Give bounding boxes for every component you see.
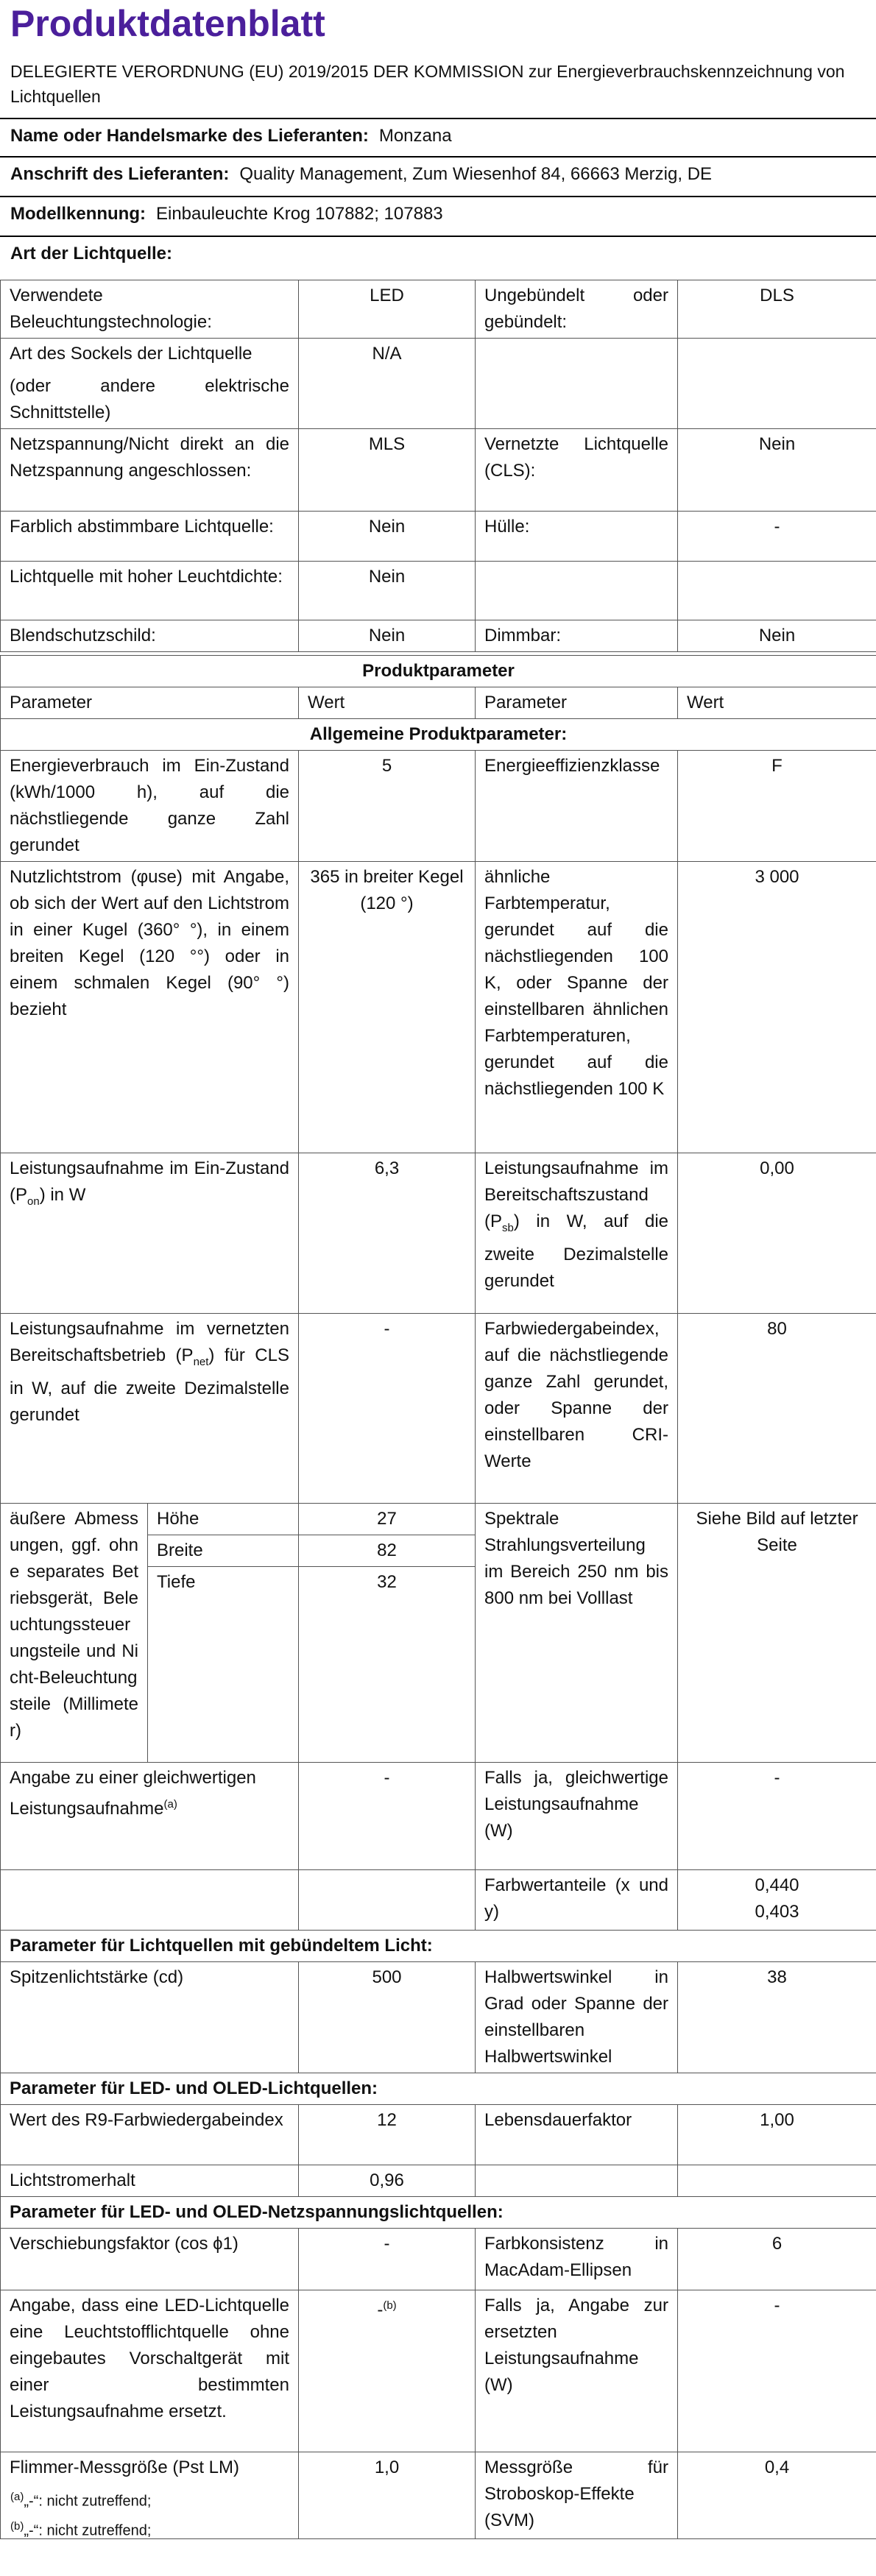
column-header: Wert bbox=[678, 687, 876, 719]
cell-label: Spitzenlichtstärke (cd) bbox=[1, 1962, 299, 2073]
cell-value: MLS bbox=[299, 429, 476, 512]
cell-label: Halbwertswinkel in Grad oder Spanne der einstellbaren Halbwertswinkel bbox=[476, 1962, 678, 2073]
table-row bbox=[1, 751, 876, 862]
table-row bbox=[1, 562, 876, 620]
page-title: Produktdatenblatt bbox=[10, 3, 325, 44]
cell-value: 0,00 bbox=[678, 1153, 876, 1314]
dimensions-label: äußere Abmessungen, ggf. ohne separates Betriebsgerät, Beleuchtungssteuerungsteile und Nicht-Beleuchtungsteile (Millimeter) bbox=[1, 1504, 148, 1763]
cell-label: Lichtquelle mit hoher Leuchtdichte: bbox=[1, 562, 299, 620]
cell-label: Verwendete Beleuchtungstechnologie: bbox=[1, 280, 299, 339]
cell-label: Leistungsaufnahme im vernetzten Bereitschaftsbetrieb $(P_{net})$ für CLS in W, auf die zweite Dezimalstelle gerundet bbox=[1, 1314, 299, 1504]
cell-label: Leistungsaufnahme im Ein-Zustand $(P_{on})$ in W bbox=[1, 1153, 299, 1314]
table-row bbox=[1, 2073, 876, 2105]
cell-label: Ungebündelt oder gebündelt: bbox=[476, 280, 678, 339]
column-header: Parameter bbox=[476, 687, 678, 719]
supplier-address-label: Anschrift des Lieferanten: bbox=[10, 164, 230, 184]
light-source-type-heading: Art der Lichtquelle: bbox=[10, 244, 173, 263]
supplier-name-row bbox=[10, 124, 452, 149]
cell-label: Breite bbox=[148, 1535, 299, 1567]
cell-value: 6,3 bbox=[299, 1153, 476, 1314]
cell-value: Nein bbox=[678, 620, 876, 652]
cell-value: F bbox=[678, 751, 876, 862]
model-row bbox=[10, 202, 443, 227]
cell-value: -$^{(b)}$ bbox=[299, 2290, 476, 2452]
table-row bbox=[1, 620, 876, 652]
cell-value: - bbox=[678, 1763, 876, 1870]
section-heading: Produktparameter bbox=[1, 656, 876, 687]
table-row bbox=[1, 429, 876, 512]
table-row bbox=[1, 2105, 876, 2165]
cell-empty bbox=[678, 2165, 876, 2197]
cell-value: 365 in breiter Kegel (120 °) bbox=[299, 862, 476, 1153]
table-row bbox=[1, 1153, 876, 1314]
cell-value: Nein bbox=[299, 562, 476, 620]
table-row bbox=[1, 687, 876, 719]
cell-label: Farbwiedergabeindex, auf die nächstliegende ganze Zahl gerundet, oder Spanne der einstellbaren CRI-Werte bbox=[476, 1314, 678, 1504]
cell-label: Art des Sockels der Lichtquelle (oder andere elektrische Schnittstelle) bbox=[1, 339, 299, 429]
supplier-name-value: Monzana bbox=[378, 126, 452, 146]
cell-value: 1,00 bbox=[678, 2105, 876, 2165]
cell-value: 0,4 bbox=[678, 2452, 876, 2539]
cell-value: - bbox=[299, 2229, 476, 2290]
cell-label: Tiefe bbox=[148, 1567, 299, 1763]
table-row bbox=[1, 339, 876, 429]
model-label: Modellkennung: bbox=[10, 204, 146, 224]
table-row bbox=[1, 2165, 876, 2197]
supplier-address-row bbox=[10, 162, 712, 187]
divider bbox=[0, 236, 876, 237]
cell-label: Dimmbar: bbox=[476, 620, 678, 652]
cell-label: Leistungsaufnahme im Bereitschaftszustand $(P_{sb})$ in W, auf die zweite Dezimalstelle gerundet bbox=[476, 1153, 678, 1314]
cell-label: Farblich abstimmbare Lichtquelle: bbox=[1, 512, 299, 562]
section-heading: Allgemeine Produktparameter: bbox=[1, 719, 876, 751]
divider bbox=[0, 118, 876, 119]
supplier-name-label: Name oder Handelsmarke des Lieferanten: bbox=[10, 126, 369, 146]
regulation-subtitle: DELEGIERTE VERORDNUNG (EU) 2019/2015 DER KOMMISSION zur Energieverbrauchskennzeichnung von Lichtquellen bbox=[10, 62, 845, 106]
cell-label: Energieeffizienzklasse bbox=[476, 751, 678, 862]
cell-value: N/A bbox=[299, 339, 476, 429]
table-row bbox=[1, 719, 876, 751]
cell-label: Falls ja, gleichwertige Leistungsaufnahme (W) bbox=[476, 1763, 678, 1870]
section-heading: Parameter für LED- und OLED-Lichtquellen: bbox=[1, 2073, 876, 2105]
table-row bbox=[1, 2229, 876, 2290]
cell-value: Nein bbox=[299, 620, 476, 652]
table-row bbox=[1, 862, 876, 1153]
cell-empty bbox=[476, 2165, 678, 2197]
cell-label: Spektrale Strahlungsverteilung im Bereich 250 nm bis 800 nm bei Volllast bbox=[476, 1504, 678, 1763]
supplier-address-value: Quality Management, Zum Wiesenhof 84, 66663 Merzig, DE bbox=[239, 164, 713, 184]
table-row bbox=[1, 1962, 876, 2073]
cell-value: 5 bbox=[299, 751, 476, 862]
cell-label: Verschiebungsfaktor (cos ϕ1) bbox=[1, 2229, 299, 2290]
table-row bbox=[1, 1931, 876, 1962]
cell-label: Hülle: bbox=[476, 512, 678, 562]
section-heading: Parameter für Lichtquellen mit gebündeltem Licht: bbox=[1, 1931, 876, 1962]
cell-label: Falls ja, Angabe zur ersetzten Leistungsaufnahme (W) bbox=[476, 2290, 678, 2452]
cell-label: Netzspannung/Nicht direkt an die Netzspannung angeschlossen: bbox=[1, 429, 299, 512]
cell-value: 1,0 bbox=[299, 2452, 476, 2539]
cell-label: Wert des R9-Farbwiedergabeindex bbox=[1, 2105, 299, 2165]
cell-value: LED bbox=[299, 280, 476, 339]
cell-empty bbox=[299, 1870, 476, 1931]
cell-label: Lichtstromerhalt bbox=[1, 2165, 299, 2197]
cell-empty bbox=[1, 1870, 299, 1931]
cell-value: 500 bbox=[299, 1962, 476, 2073]
model-value: Einbauleuchte Krog 107882; 107883 bbox=[155, 204, 443, 224]
light-source-type-table bbox=[0, 280, 876, 652]
section-heading: Parameter für LED- und OLED-Netzspannungslichtquellen: bbox=[1, 2197, 876, 2229]
divider bbox=[0, 156, 876, 158]
cell-value: Siehe Bild auf letzter Seite bbox=[678, 1504, 876, 1763]
cell-value bbox=[678, 562, 876, 620]
cell-value: 12 bbox=[299, 2105, 476, 2165]
table-row bbox=[1, 1763, 876, 1870]
cell-label: Vernetzte Lichtquelle (CLS): bbox=[476, 429, 678, 512]
cell-value: Nein bbox=[299, 512, 476, 562]
cell-label: Farbwertanteile (x und y) bbox=[476, 1870, 678, 1931]
table-row bbox=[1, 656, 876, 687]
cell-value: Nein bbox=[678, 429, 876, 512]
cell-label: Energieverbrauch im Ein-Zustand (kWh/1000 h), auf die nächstliegende ganze Zahl gerundet bbox=[1, 751, 299, 862]
table-row bbox=[1, 512, 876, 562]
cell-label: Flimmer-Messgröße (Pst LM) bbox=[1, 2452, 299, 2539]
cell-value: 27 bbox=[299, 1504, 476, 1535]
cell-label: Angabe, dass eine LED-Lichtquelle eine Leuchtstofflichtquelle ohne eingebautes Vorschaltgerät mit einer bestimmten Leistungsaufnahme ersetzt. bbox=[1, 2290, 299, 2452]
cell-label: Nutzlichtstrom (φuse) mit Angabe, ob sich der Wert auf den Lichtstrom in einer Kugel (360° °), in einem breiten Kegel (120 °°) oder in einem schmalen Kegel (90° °) bezieht bbox=[1, 862, 299, 1153]
table-row bbox=[1, 2290, 876, 2452]
cell-value: DLS bbox=[678, 280, 876, 339]
cell-label: Messgröße für Stroboskop-Effekte (SVM) bbox=[476, 2452, 678, 2539]
cell-label: Farbkonsistenz in MacAdam-Ellipsen bbox=[476, 2229, 678, 2290]
cell-value: 80 bbox=[678, 1314, 876, 1504]
cell-value: 6 bbox=[678, 2229, 876, 2290]
table-row bbox=[1, 1314, 876, 1504]
cell-label: Angabe zu einer gleichwertigen Leistungsaufnahme$^{(a)}$ bbox=[1, 1763, 299, 1870]
product-parameters-table bbox=[0, 655, 876, 2539]
cell-value: - bbox=[299, 1314, 476, 1504]
cell-label bbox=[476, 339, 678, 429]
cell-label: Lebensdauerfaktor bbox=[476, 2105, 678, 2165]
cell-value: 32 bbox=[299, 1567, 476, 1763]
column-header: Wert bbox=[299, 687, 476, 719]
cell-label: Blendschutzschild: bbox=[1, 620, 299, 652]
cell-label: Höhe bbox=[148, 1504, 299, 1535]
cell-label bbox=[476, 562, 678, 620]
table-row bbox=[1, 1870, 876, 1931]
divider bbox=[0, 196, 876, 197]
cell-value: 0,440 0,403 bbox=[678, 1870, 876, 1931]
table-row bbox=[1, 1504, 876, 1535]
column-header: Parameter bbox=[1, 687, 299, 719]
cell-label: ähnliche Farbtemperatur, gerundet auf die nächstliegenden 100 K, oder Spanne der einstellbaren ähnlichen Farbtemperaturen, gerundet auf die nächstliegenden 100 K bbox=[476, 862, 678, 1153]
cell-value: - bbox=[299, 1763, 476, 1870]
cell-value: 82 bbox=[299, 1535, 476, 1567]
cell-value: - bbox=[678, 2290, 876, 2452]
cell-value bbox=[678, 339, 876, 429]
cell-value: 3 000 bbox=[678, 862, 876, 1153]
cell-value: - bbox=[678, 512, 876, 562]
footnote-a: $^{(a)}$„-“: nicht zutreffend; bbox=[10, 2491, 152, 2510]
cell-value: 0,96 bbox=[299, 2165, 476, 2197]
cell-value: 38 bbox=[678, 1962, 876, 2073]
table-row bbox=[1, 280, 876, 339]
footnote-b: $^{(b)}$„-“: nicht zutreffend; bbox=[10, 2520, 152, 2539]
table-row bbox=[1, 2197, 876, 2229]
